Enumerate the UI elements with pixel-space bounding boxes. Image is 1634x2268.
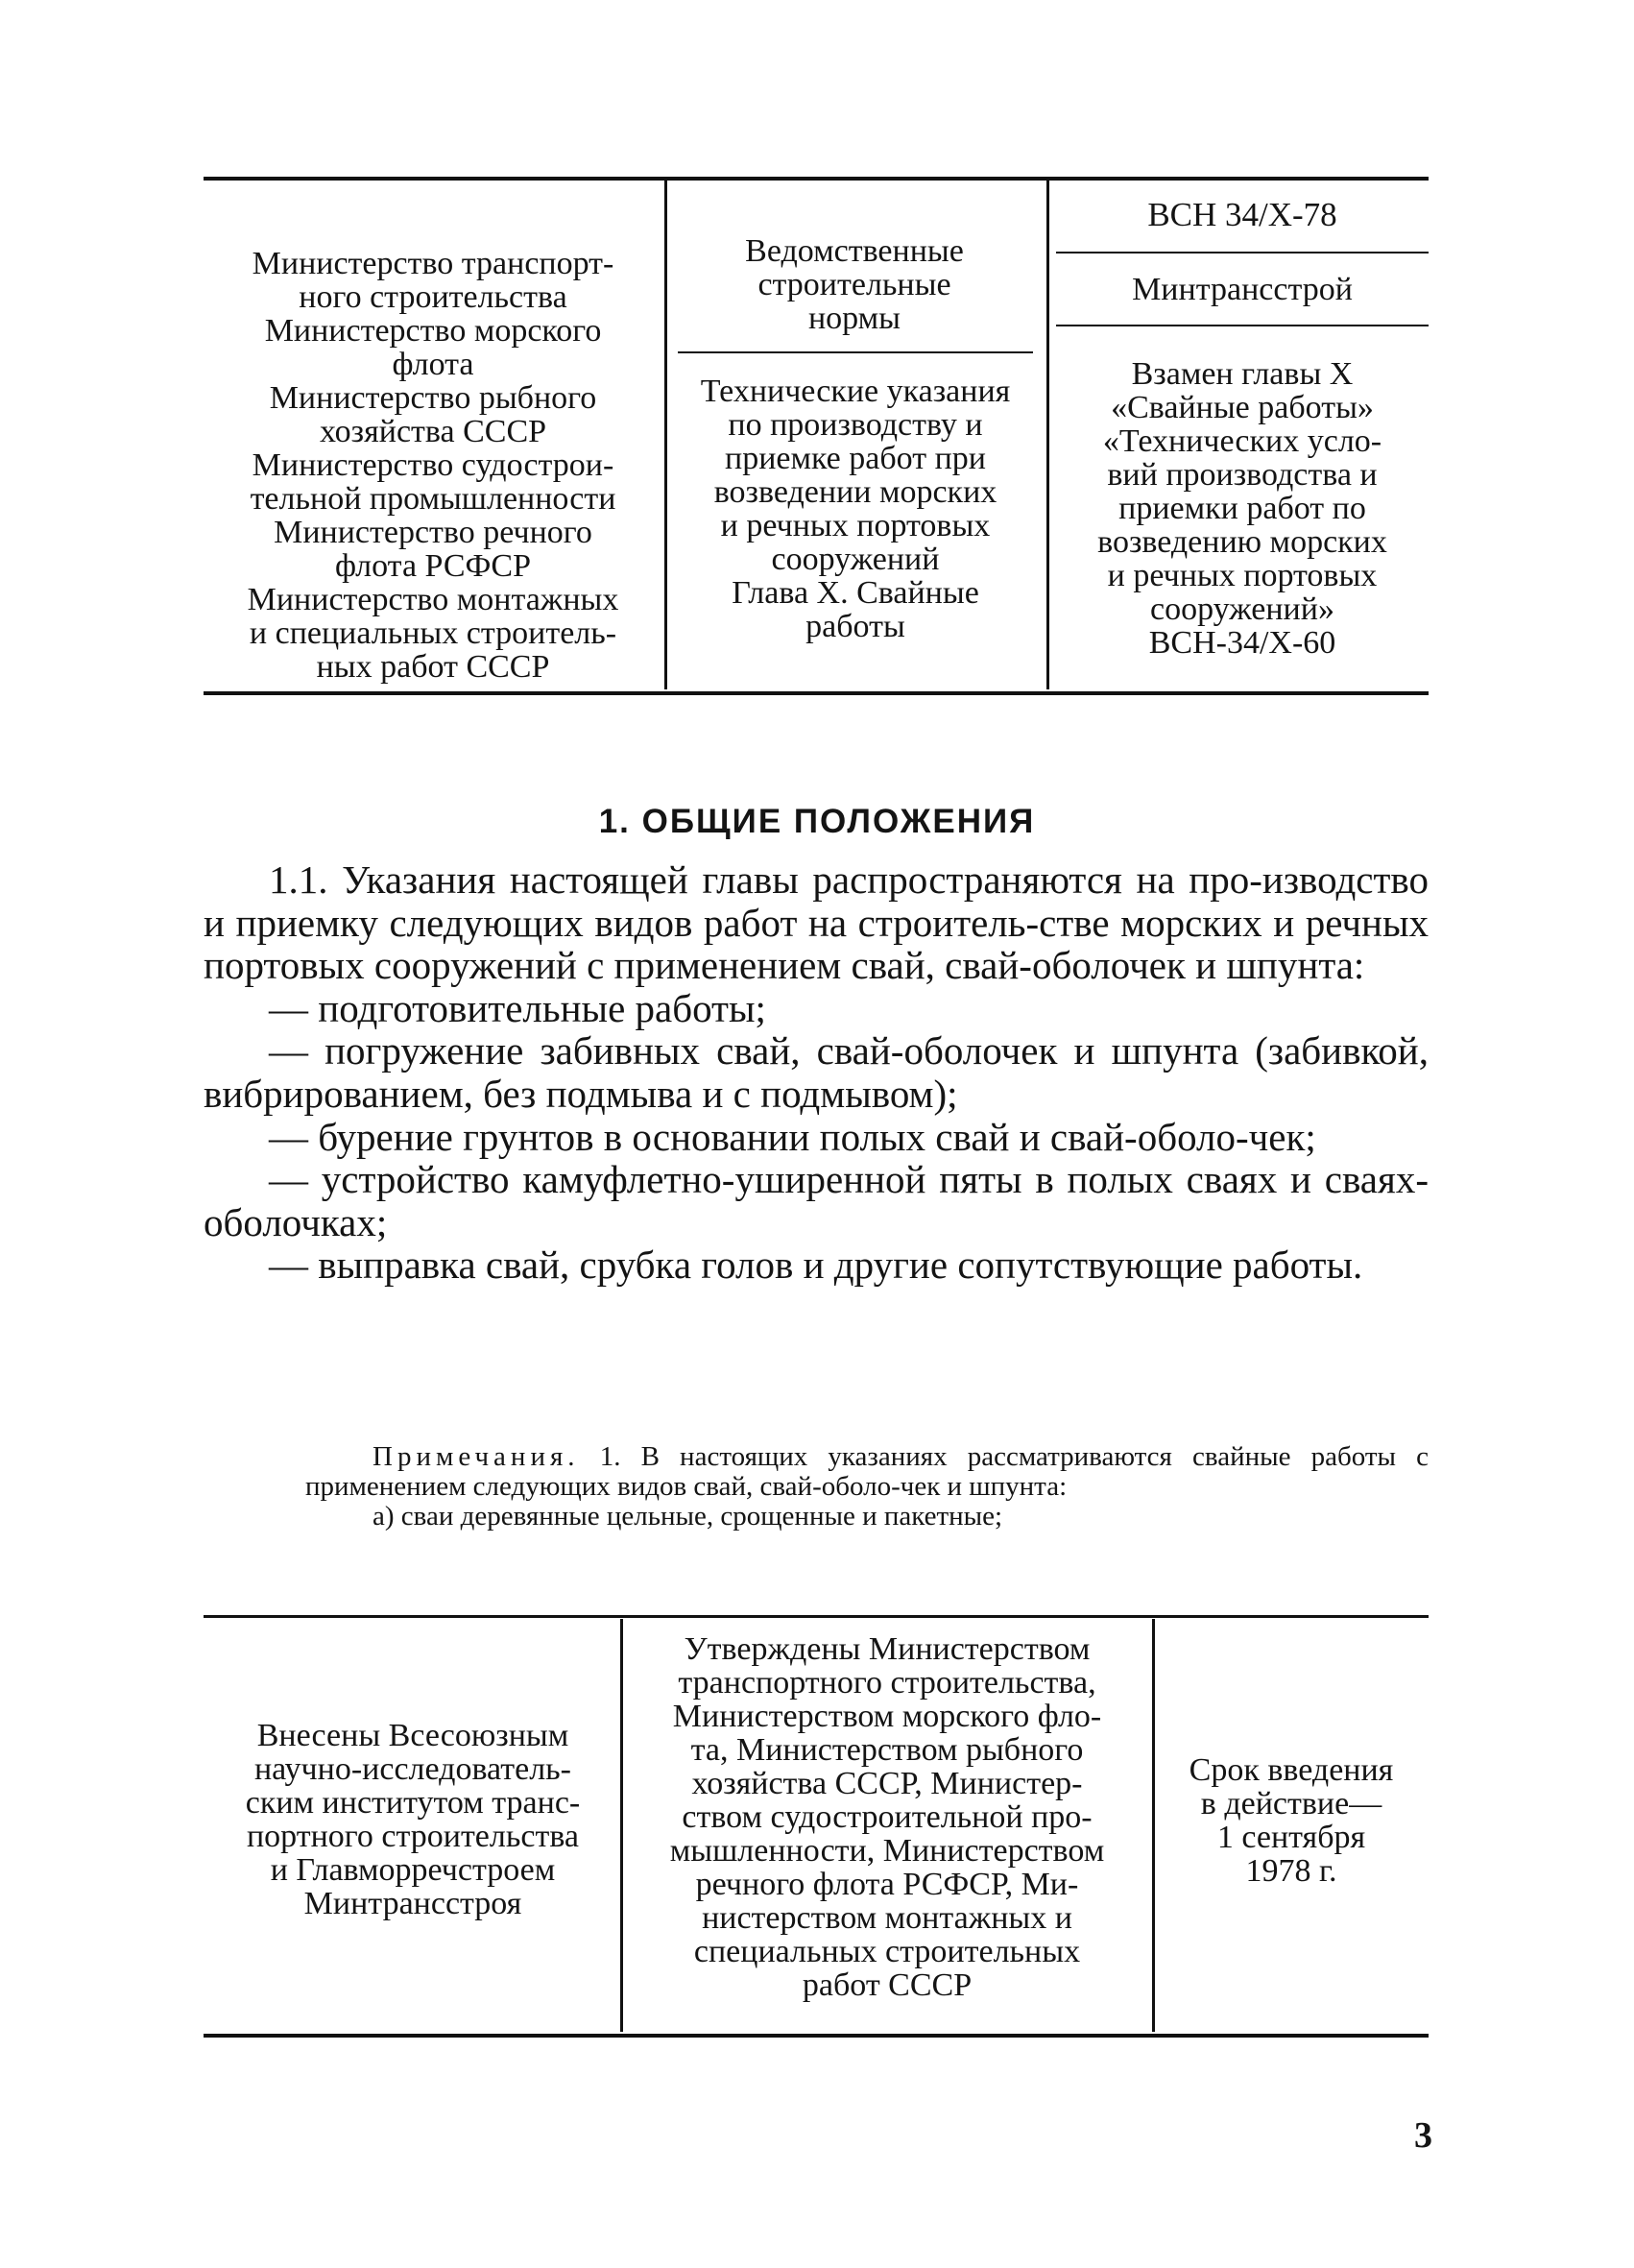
ministry-line: флота РСФСР <box>334 548 532 584</box>
footer-divider-right <box>1152 1619 1155 2032</box>
section-items-list <box>204 987 1429 1287</box>
header-top-rule <box>204 177 1429 181</box>
header-middle-rule <box>678 351 1033 353</box>
ministry-line: Министерство речного <box>274 515 592 550</box>
page-number: 3 <box>1414 2115 1432 2156</box>
note-paragraph <box>305 1442 1429 1502</box>
ministry-line: Министерство монтажных <box>247 582 619 617</box>
issuing-ministries <box>213 213 653 717</box>
ministry-line: флота <box>392 347 474 382</box>
footer-top-rule <box>204 1615 1429 1618</box>
ministry-line: ного строительства <box>299 279 567 315</box>
section-list-item: — устройство камуфлетно-уширенной пяты в полых сваях и сваях-оболочках; <box>204 1157 1429 1244</box>
note-label: Примечания. <box>372 1441 580 1472</box>
note-text: 1. В настоящих указаниях рассматриваются свайные работы с применением следующих видов свай, свай-оболо-чек и шпунта: <box>305 1441 1430 1502</box>
note-item-a: а) сваи деревянные цельные, срощенные и пакетные; <box>372 1501 1003 1532</box>
section-list-item: — выправка свай, срубка голов и другие сопутствующие работы. <box>269 1243 1363 1288</box>
effective-date: Срок введения в действие— 1 сентября 1978 г. <box>1189 1752 1394 1889</box>
section-body <box>204 858 1429 1287</box>
submitted-by: Внесены Всесоюзным научно-исследователь- ским институтом транс- портного строительства и Главморречстроем Минтрансстроя <box>245 1718 581 1921</box>
section-list-item: — погружение забивных свай, свай-оболочек и шпунта (забивкой, вибрированием, без подмыва и с подмывом); <box>204 1028 1429 1116</box>
issuing-agency: Минтрансстрой <box>1132 272 1353 307</box>
ministry-line: и специальных строитель- <box>249 615 617 651</box>
ministry-line: тельной промышленности <box>250 481 616 517</box>
section-lead-paragraph: 1.1. Указания настоящей главы распространяются на про-изводство и приемку следующих видов работ на строитель-стве морских и речных портовых сооружений с применением свай, свай-оболочек и шпунта: <box>204 857 1429 988</box>
document-code: ВСН 34/X-78 <box>1147 196 1337 233</box>
note-block <box>305 1442 1429 1532</box>
section-list-item: — подготовительные работы; <box>269 985 766 1030</box>
header-divider-left <box>664 179 667 689</box>
section-list-item: — бурение грунтов в основании полых свай и свай-оболо-чек; <box>269 1114 1316 1159</box>
footer-bottom-rule <box>204 2034 1429 2038</box>
ministries-list <box>213 247 653 684</box>
ministry-line: Министерство рыбного <box>269 380 597 416</box>
norm-type: Ведомственные строительные нормы <box>745 233 964 336</box>
norm-title: Технические указания по производству и приемке работ при возведении морских и речных портовых сооружений Глава X. Свайные работы <box>700 374 1011 644</box>
ministry-line: ных работ СССР <box>316 649 550 685</box>
ministry-line: Министерство морского <box>264 313 602 349</box>
ministry-line: хозяйства СССР <box>319 414 547 449</box>
ministry-line: Министерство транспорт- <box>252 246 614 281</box>
header-code-rule <box>1056 252 1429 253</box>
header-agency-rule <box>1056 325 1429 326</box>
replaces-document: Взамен главы X «Свайные работы» «Технических усло- вий производства и приемки работ по возведению морских и речных портовых сооружений» ВСН-34/X-60 <box>1097 356 1387 661</box>
approved-by: Утверждены Министерством транспортного строительства, Министерством морского фло- та, Министерством рыбного хозяйства СССР, Министер- ством судостроительной про- мышленности, Министерством речного флота РСФСР, Ми- нистерством монтажных и специальных строительных работ СССР <box>669 1631 1105 2003</box>
footer-divider-left <box>620 1619 623 2032</box>
section-title: 1. ОБЩИЕ ПОЛОЖЕНИЯ <box>598 803 1036 840</box>
ministry-line: Министерство судострои- <box>252 447 614 483</box>
header-divider-right <box>1046 179 1049 689</box>
